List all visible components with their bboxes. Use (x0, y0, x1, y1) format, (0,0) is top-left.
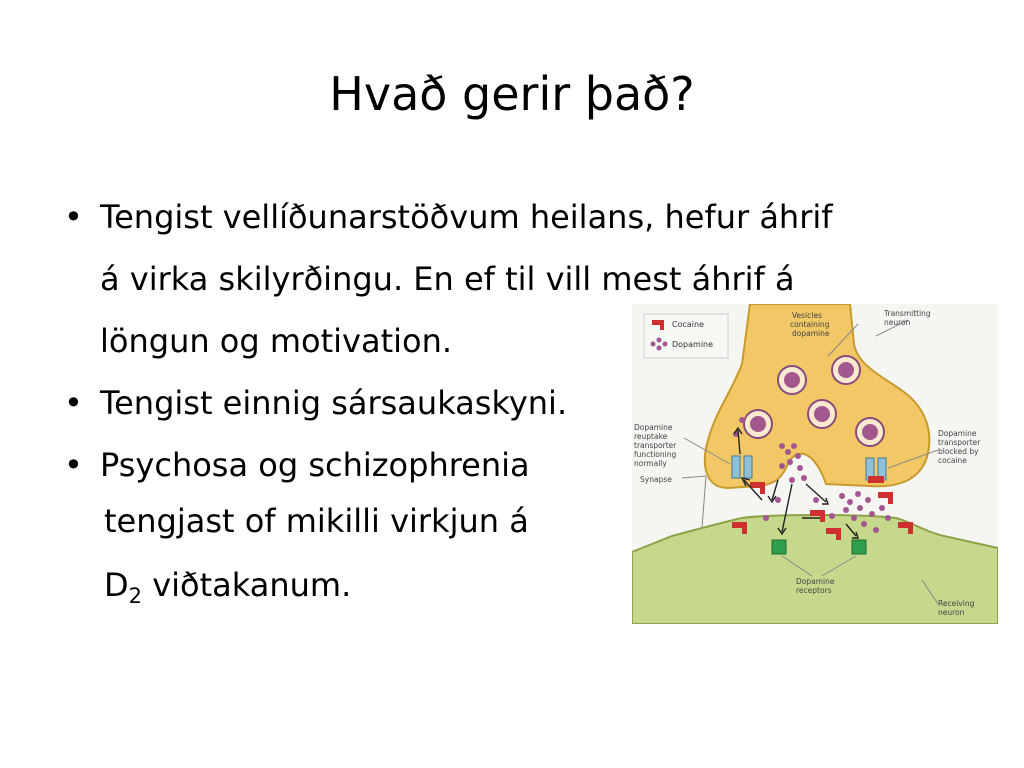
transmitting-label-line-2: neuron (884, 318, 911, 327)
reuptake-label-line-2: reuptake (634, 432, 668, 441)
blocked-label-line-1: Dopamine (938, 429, 977, 438)
d2-letter: D (104, 566, 129, 604)
blocked-label-line-3: blocked by (938, 447, 979, 456)
synapse-label: Synapse (640, 475, 672, 484)
legend-cocaine-label: Cocaine (672, 320, 704, 329)
receiving-label-line-1: Receiving (938, 599, 975, 608)
continuation-line-1: tengjast of mikilli virkjun á (104, 502, 529, 540)
reuptake-label-line-5: normally (634, 459, 667, 468)
reuptake-label-line-3: transporter (634, 441, 677, 450)
bullet-3-text: Psychosa og schizophrenia (100, 446, 530, 484)
d2-subscript: 2 (128, 584, 143, 608)
bullet-1-line-2: á virka skilyrðingu. En ef til vill mest áhrif á (100, 260, 795, 298)
vesicles-label-line-1: Vesicles (792, 311, 822, 320)
blocked-label-line-4: cocaine (938, 456, 967, 465)
transmitting-label-line-1: Transmitting (884, 309, 931, 318)
synapse-diagram (632, 304, 998, 624)
continuation-line-2 (104, 554, 351, 627)
legend (644, 314, 728, 358)
reuptake-label-line-1: Dopamine (634, 423, 673, 432)
vesicles-label-line-2: containing (790, 320, 830, 329)
continuation-line-2-text: viðtakanum. (142, 566, 352, 604)
blocked-label-line-2: transporter (938, 438, 981, 447)
receiving-label-line-2: neuron (938, 608, 965, 617)
bullet-1-line-1: Tengist vellíðunarstöðvum heilans, hefur áhrif (100, 198, 833, 236)
receptors-label-line-2: receptors (796, 586, 832, 595)
bullet-1-line-3: löngun og motivation. (100, 322, 453, 360)
reuptake-label-line-4: functioning (634, 450, 677, 459)
vesicles-label-line-3: dopamine (792, 329, 830, 338)
bullet-2-text: Tengist einnig sársaukaskyni. (100, 384, 568, 422)
legend-dopamine-label: Dopamine (672, 340, 714, 349)
receptors-label-line-1: Dopamine (796, 577, 835, 586)
slide-title: Hvað gerir það? (329, 67, 695, 121)
